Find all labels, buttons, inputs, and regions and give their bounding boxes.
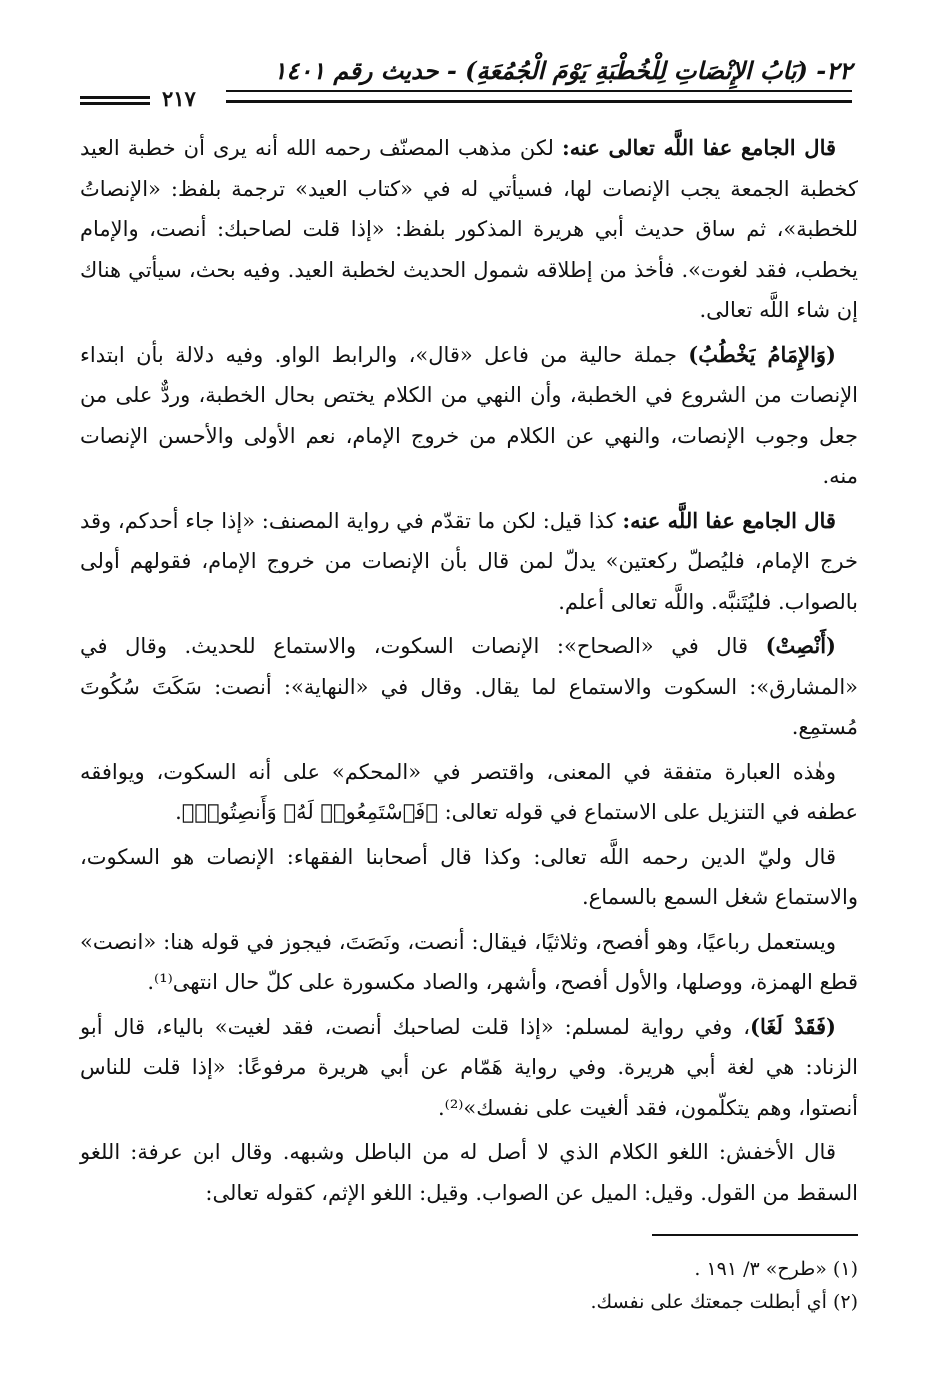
running-head: ٢٢- (بَابُ الإِنْصَاتِ لِلْخُطْبَةِ يَوْمَ الْجُمُعَةِ) - حديث رقم ١٤٠١ bbox=[273, 56, 852, 85]
page-number: ٢١٧ bbox=[162, 86, 196, 111]
footnotes bbox=[80, 1253, 858, 1319]
paragraph bbox=[80, 752, 858, 833]
main-text bbox=[80, 128, 858, 1217]
paragraph bbox=[80, 1132, 858, 1213]
paragraph bbox=[80, 626, 858, 748]
paragraph-text: كذا قيل: لكن ما تقدّم في رواية المصنف: «إذا جاء أحدكم، وقد خرج الإمام، فليُصلّ ركعتين» يدلّ لمن قال بأن الإنصات من خروج الإمام، فقولهم أولى بالصواب. فليُتَنبَّه. واللَّه تعالى أعلم. bbox=[80, 508, 858, 614]
paragraph bbox=[80, 501, 858, 623]
paragraph-lead: (وَالإِمَامُ يَخْطُبُ) bbox=[688, 341, 836, 367]
paragraph-lead: (أَنْصِتْ) bbox=[765, 633, 836, 658]
paragraph-text: جملة حالية من فاعل «قال»، والرابط الواو. وفيه دلالة بأن ابتداء الإنصات من الشروع في الخطبة، وأن النهي من الكلام يختص بحال الخطبة، وردٌّ على من جعل وجوب الإنصات، والنهي عن الكلام من خروج الإمام، نعم الأولى والأحسن الإنصات منه. bbox=[80, 342, 858, 488]
paragraph-text: وهٰذه العبارة متفقة في المعنى، واقتصر في «المحكم» على أنه السكوت، ويوافقه عطفه في التنزيل على الاستماع في قوله تعالى: ﴿فَٱسْتَمِعُوا۟ لَهُۥ وَأَنصِتُوا۟﴾. bbox=[80, 759, 858, 824]
header-double-rule-top bbox=[80, 96, 150, 99]
footnote-separator bbox=[652, 1234, 858, 1236]
paragraph-text: ، وفي رواية لمسلم: «إذا قلت لصاحبك أنصت، فقد لغيت» بالياء، قال أبو الزناد: هي لغة أبي هريرة. وفي رواية هَمّام عن أبي هريرة مرفوعًا: «إذا قلت للناس أنصتوا، وهم يتكلّمون، فقد ألغيت على نفسك»⁽²⁾. bbox=[80, 1014, 858, 1120]
footnote: (٢) أي أبطلت جمعتك على نفسك. bbox=[590, 1291, 858, 1313]
paragraph-text: ويستعمل رباعيًا، وهو أفصح، وثلاثيًا، فيقال: أنصت، ونَصَتَ، فيجوز في قوله هنا: «انصت» قطع الهمزة، ووصلها، والأول أفصح، وأشهر، والصاد مكسورة على كلّ حال انتهى⁽¹⁾. bbox=[80, 929, 858, 994]
paragraph-lead: قال الجامع عفا اللَّه عنه: bbox=[622, 507, 836, 533]
paragraph-text: قال الأخفش: اللغو الكلام الذي لا أصل له من الباطل وشبهه. وقال ابن عرفة: اللغو السقط من القول. وقيل: الميل عن الصواب. وقيل: اللغو الإثم، كقوله تعالى: bbox=[80, 1140, 858, 1205]
header-double-rule-bottom bbox=[80, 102, 150, 105]
paragraph bbox=[80, 335, 858, 497]
footnote: (١) «طرح» ٣/ ١٩١ . bbox=[694, 1258, 858, 1280]
paragraph-text: قال وليّ الدين رحمه اللَّه تعالى: وكذا قال أصحابنا الفقهاء: الإنصات هو السكوت، والاستماع شغل السمع بالسماع. bbox=[80, 844, 858, 909]
paragraph-text: لكن مذهب المصنّف رحمه الله أنه يرى أن خطبة العيد كخطبة الجمعة يجب الإنصات لها، فسيأتي له في «كتاب العيد» ترجمة بلفظ: «الإنصاتُ للخطبة»، ثم ساق حديث أبي هريرة المذكور بلفظ: «إذا قلت لصاحبك: أنصت، والإمام يخطب، فقد لغوت». فأخذ من إطلاقه شمول الحديث لخطبة العيد. وفيه بحث، سيأتي هناك إن شاء اللَّه تعالى. bbox=[80, 136, 858, 322]
paragraph-lead: قال الجامع عفا اللَّه تعالى عنه: bbox=[561, 135, 837, 160]
paragraph bbox=[80, 837, 858, 918]
page-header bbox=[80, 52, 852, 111]
paragraph bbox=[80, 128, 858, 331]
header-rule bbox=[226, 90, 852, 92]
paragraph bbox=[80, 922, 858, 1003]
paragraph bbox=[80, 1007, 858, 1129]
paragraph-text: قال في «الصحاح»: الإنصات السكوت، والاستماع للحديث. وقال في «المشارق»: السكوت والاستماع لما يقال. وقال في «النهاية»: أنصت: سَكَتَ سُكُوتَ مُستمِع. bbox=[80, 634, 858, 739]
header-rule-thick bbox=[226, 100, 852, 103]
paragraph-lead: (فَقَدْ لَغَا) bbox=[750, 1013, 836, 1039]
